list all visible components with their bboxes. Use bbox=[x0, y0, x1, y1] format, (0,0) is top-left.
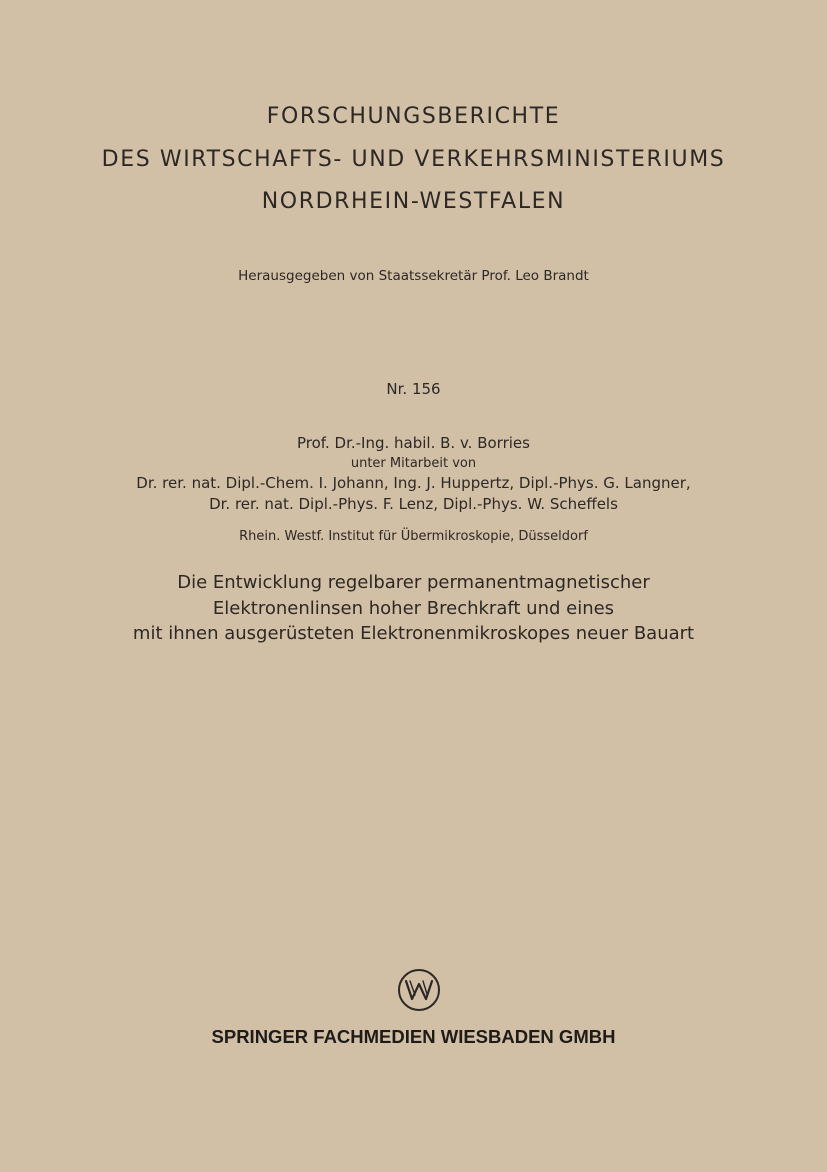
publisher-name: SPRINGER FACHMEDIEN WIESBADEN GMBH bbox=[211, 1026, 616, 1047]
main-author: Prof. Dr.-Ing. habil. B. v. Borries bbox=[297, 434, 530, 452]
co-authors-line-2: Dr. rer. nat. Dipl.-Phys. F. Lenz, Dipl.-Phys. W. Scheffels bbox=[209, 495, 618, 513]
editor-credit: Herausgegeben von Staatssekretär Prof. Leo Brandt bbox=[238, 268, 589, 284]
volume-number: Nr. 156 bbox=[386, 380, 441, 398]
series-title-line-3: NORDRHEIN-WESTFALEN bbox=[261, 189, 566, 214]
book-title-line-3: mit ihnen ausgerüsteten Elektronenmikroskopes neuer Bauart bbox=[132, 623, 695, 644]
collaboration-note: unter Mitarbeit von bbox=[350, 456, 477, 471]
publisher-logo-icon bbox=[397, 968, 441, 1012]
book-title-line-2: Elektronenlinsen hoher Brechkraft und eines bbox=[212, 598, 615, 619]
institute: Rhein. Westf. Institut für Übermikroskopie, Düsseldorf bbox=[239, 529, 588, 544]
co-authors-line-1: Dr. rer. nat. Dipl.-Chem. I. Johann, Ing. J. Huppertz, Dipl.-Phys. G. Langner, bbox=[136, 474, 691, 492]
series-title-line-1: FORSCHUNGSBERICHTE bbox=[266, 104, 561, 129]
series-title-line-2: DES WIRTSCHAFTS- UND VERKEHRSMINISTERIUMS bbox=[101, 147, 726, 172]
book-title-line-1: Die Entwicklung regelbarer permanentmagnetischer bbox=[177, 572, 650, 593]
